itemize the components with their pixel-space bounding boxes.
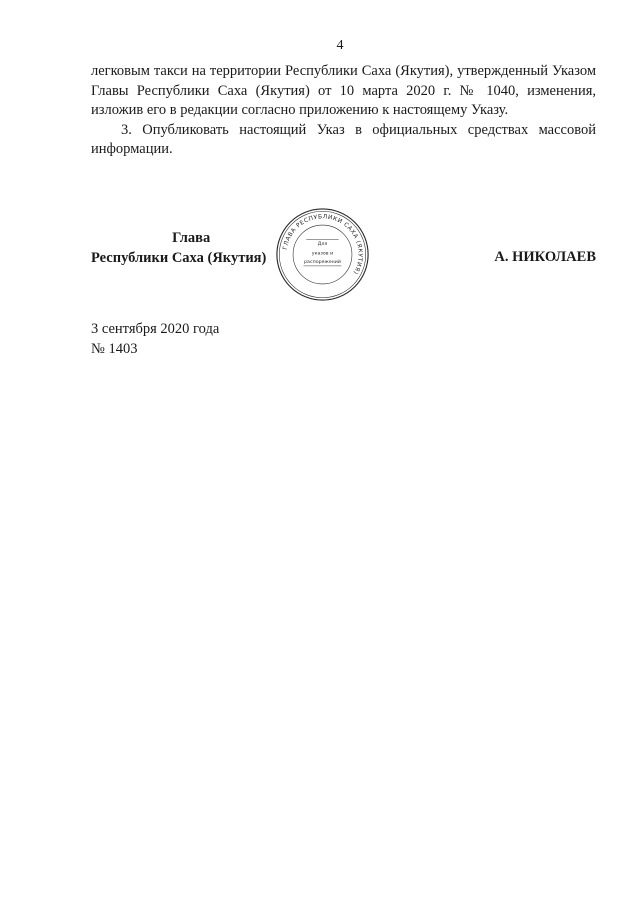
official-seal-icon bbox=[275, 207, 370, 302]
document-date: 3 сентября 2020 года bbox=[91, 321, 220, 337]
signatory-title-line1: Глава bbox=[172, 230, 211, 246]
document-date-block bbox=[91, 320, 219, 359]
document-body bbox=[91, 62, 596, 160]
paragraph-continuation: легковым такси на территории Республики Саха (Якутия), утвержденный Указом Главы Республики Саха (Якутия) от 10 марта 2020 г. № 1040, изменения, изложив его в редакции согласно приложению к настоящему Указу. bbox=[91, 63, 596, 118]
signatory-title bbox=[91, 229, 266, 268]
page-number: 4 bbox=[336, 38, 344, 53]
seal-ring-text: ГЛАВА РЕСПУБЛИКИ САХА (ЯКУТИЯ) bbox=[282, 214, 363, 276]
signatory-title-line2: Республики Саха (Якутия) bbox=[91, 249, 267, 266]
seal-center-line3: распоряжений bbox=[304, 260, 341, 266]
paragraph-publish: 3. Опубликовать настоящий Указ в официальных средствах массовой информации. bbox=[91, 121, 596, 157]
seal-center-line1: Для bbox=[317, 242, 328, 247]
document-number: № 1403 bbox=[91, 340, 138, 357]
signatory-name: А. НИКОЛАЕВ bbox=[494, 248, 596, 265]
seal-center-line2: указов и bbox=[311, 251, 334, 257]
